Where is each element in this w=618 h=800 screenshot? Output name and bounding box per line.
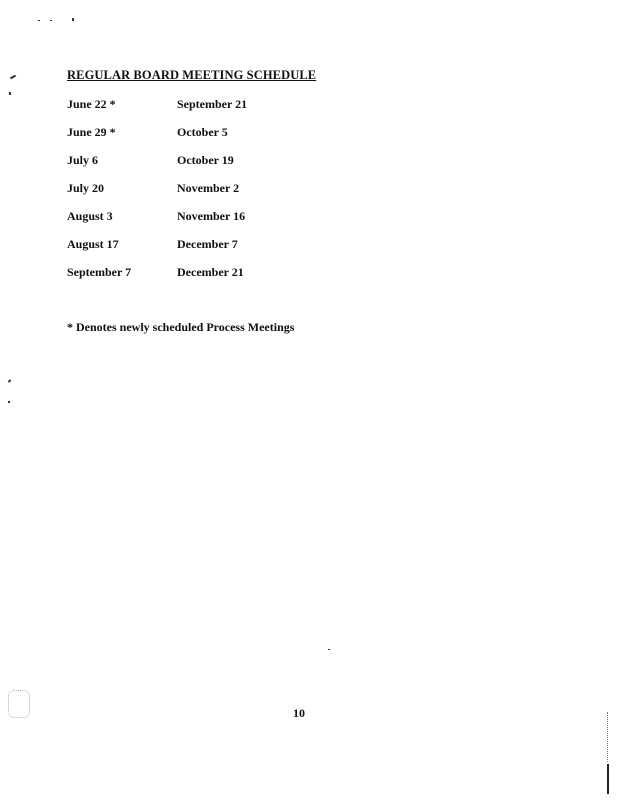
meeting-date-left: August 3 <box>67 209 113 223</box>
meeting-date-left: August 17 <box>67 237 119 251</box>
schedule-row <box>67 97 367 125</box>
meeting-date-left: September 7 <box>67 265 132 279</box>
meeting-date-right: November 2 <box>177 181 240 195</box>
meeting-schedule-list <box>67 97 367 293</box>
meeting-date-right: September 21 <box>177 97 248 111</box>
schedule-row <box>67 181 367 209</box>
scan-speck <box>8 379 12 382</box>
meeting-date-right: October 5 <box>177 125 228 139</box>
meeting-date-left: June 22 * <box>67 97 116 111</box>
scan-speck <box>38 20 40 21</box>
meeting-date-right: October 19 <box>177 153 234 167</box>
meeting-date-right: December 7 <box>177 237 238 251</box>
scan-speck <box>9 92 11 95</box>
scan-speck <box>10 75 16 80</box>
scan-edge-bar <box>607 764 609 794</box>
scan-speck <box>328 649 330 650</box>
meeting-date-left: July 20 <box>67 181 105 195</box>
meeting-date-right: November 16 <box>177 209 246 223</box>
scan-speck <box>72 18 74 21</box>
meeting-date-left: June 29 * <box>67 125 116 139</box>
schedule-title: REGULAR BOARD MEETING SCHEDULE <box>67 68 317 82</box>
footnote: * Denotes newly scheduled Process Meetings <box>67 320 295 334</box>
meeting-date-right: December 21 <box>177 265 244 279</box>
schedule-row <box>67 265 367 293</box>
schedule-row <box>67 209 367 237</box>
scan-edge-dotted <box>607 712 609 762</box>
scan-speck <box>50 20 52 21</box>
schedule-row <box>67 125 367 153</box>
schedule-row <box>67 153 367 181</box>
scan-speck <box>8 401 10 403</box>
page-number: 10 <box>293 706 305 720</box>
schedule-row <box>67 237 367 265</box>
scan-smudge <box>8 690 30 718</box>
meeting-date-left: July 6 <box>67 153 99 167</box>
